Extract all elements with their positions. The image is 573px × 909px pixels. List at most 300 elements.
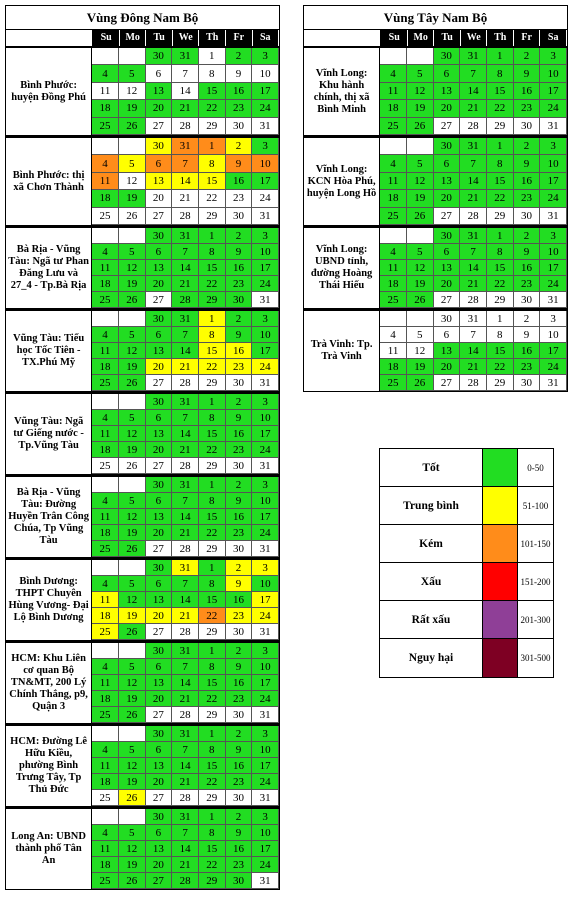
day-cell: 13 [434,173,461,190]
weekday-header [5,29,280,46]
calendar-grid [92,48,279,135]
day-cell: 20 [434,190,461,207]
day-cell: 4 [92,576,119,592]
calendar-week [380,155,567,172]
day-cell: 25 [92,118,119,135]
calendar-week [92,857,279,873]
day-cell [380,138,407,155]
day-cell: 17 [252,675,279,691]
station-row [5,724,280,807]
calendar-week [92,311,279,327]
day-cell: 24 [252,359,279,375]
day-cell: 15 [199,173,226,190]
day-cell: 31 [540,118,567,135]
day-cell: 20 [146,857,173,873]
calendar-grid [92,726,279,806]
day-cell: 6 [146,410,173,426]
day-cell: 23 [226,525,253,541]
day-cell: 17 [252,758,279,774]
calendar-week [92,560,279,576]
day-cell: 27 [146,790,173,806]
day-cell: 30 [434,138,461,155]
day-cell: 30 [514,375,541,391]
day-cell: 29 [199,375,226,391]
day-cell: 29 [199,707,226,723]
day-cell: 14 [172,83,199,100]
day-cell: 7 [172,244,199,260]
day-cell: 25 [92,292,119,308]
day-cell: 12 [119,841,146,857]
day-cell: 23 [514,100,541,117]
calendar-week [92,442,279,458]
day-cell: 29 [199,624,226,640]
day-cell: 26 [119,790,146,806]
calendar-grid [380,138,567,225]
weekday-label: Mo [408,30,435,46]
day-cell: 4 [92,244,119,260]
day-cell: 26 [119,292,146,308]
day-cell: 8 [199,825,226,841]
day-cell: 16 [514,260,541,276]
legend-range: 0-50 [527,462,544,473]
day-cell: 30 [226,375,253,391]
day-cell: 19 [407,359,434,375]
day-cell: 26 [119,624,146,640]
day-cell: 18 [380,190,407,207]
day-cell: 29 [199,541,226,557]
station-name: Vĩnh Long: UBND tỉnh, đường Hoàng Thái Hiếu [304,228,380,308]
calendar-week [380,311,567,327]
calendar-week [92,48,279,65]
day-cell: 31 [460,311,487,327]
day-cell: 30 [514,292,541,308]
day-cell: 3 [252,394,279,410]
calendar-week [92,244,279,260]
day-cell: 11 [92,758,119,774]
day-cell: 9 [226,742,253,758]
calendar-week [380,276,567,292]
day-cell: 3 [540,311,567,327]
day-cell: 4 [380,65,407,82]
day-cell: 8 [199,327,226,343]
day-cell: 24 [252,525,279,541]
day-cell: 22 [487,359,514,375]
day-cell: 28 [172,707,199,723]
day-cell: 3 [252,48,279,65]
day-cell: 30 [434,228,461,244]
day-cell: 19 [407,190,434,207]
weekday-label: Mo [120,30,147,46]
calendar-week [92,292,279,308]
calendar-week [92,576,279,592]
calendar-week [380,173,567,190]
station-row [303,136,568,226]
day-cell: 4 [92,742,119,758]
day-cell: 11 [92,675,119,691]
calendar-week [92,477,279,493]
day-cell: 10 [252,327,279,343]
day-cell: 25 [92,208,119,225]
day-cell: 1 [487,311,514,327]
day-cell: 16 [226,260,253,276]
calendar-week [92,643,279,659]
day-cell: 13 [434,260,461,276]
day-cell: 2 [514,48,541,65]
day-cell: 31 [540,375,567,391]
day-cell: 25 [92,873,119,889]
day-cell: 30 [434,48,461,65]
day-cell: 4 [92,410,119,426]
day-cell: 31 [460,48,487,65]
calendar-week [92,100,279,117]
day-cell: 19 [119,190,146,207]
day-cell [119,48,146,65]
day-cell: 11 [92,841,119,857]
day-cell: 21 [460,100,487,117]
day-cell: 1 [199,138,226,155]
day-cell [92,394,119,410]
day-cell: 12 [119,343,146,359]
day-cell: 8 [487,65,514,82]
day-cell [92,726,119,742]
day-cell: 13 [146,83,173,100]
weekday-header [303,29,568,46]
day-cell: 9 [226,825,253,841]
calendar-week [92,758,279,774]
day-cell: 29 [487,292,514,308]
day-cell: 1 [199,726,226,742]
day-cell: 30 [226,873,253,889]
day-cell [119,726,146,742]
day-cell: 24 [252,857,279,873]
day-cell: 31 [460,228,487,244]
day-cell: 26 [407,118,434,135]
day-cell: 12 [119,173,146,190]
day-cell: 15 [199,426,226,442]
day-cell [92,477,119,493]
day-cell: 21 [172,774,199,790]
day-cell: 21 [172,359,199,375]
day-cell: 16 [226,426,253,442]
day-cell: 7 [460,65,487,82]
day-cell: 7 [172,327,199,343]
day-cell: 14 [172,343,199,359]
day-cell: 6 [146,155,173,172]
day-cell: 16 [514,173,541,190]
day-cell: 9 [514,327,541,343]
legend-swatch [483,563,518,600]
day-cell: 25 [92,707,119,723]
day-cell: 16 [226,592,253,608]
day-cell: 1 [199,311,226,327]
day-cell: 16 [226,173,253,190]
day-cell: 23 [514,359,541,375]
day-cell: 31 [172,311,199,327]
day-cell: 8 [199,493,226,509]
calendar-week [92,809,279,825]
day-cell: 12 [119,509,146,525]
day-cell: 27 [146,292,173,308]
day-cell: 23 [226,608,253,624]
legend-swatch [483,449,518,486]
calendar-grid [92,643,279,723]
day-cell [119,809,146,825]
day-cell: 22 [199,691,226,707]
day-cell: 19 [119,608,146,624]
day-cell: 9 [226,659,253,675]
day-cell: 15 [199,509,226,525]
day-cell: 23 [226,442,253,458]
day-cell: 1 [487,48,514,65]
day-cell: 7 [172,410,199,426]
day-cell: 31 [172,48,199,65]
weekday-label: Tu [146,30,173,46]
day-cell: 23 [226,190,253,207]
calendar-week [380,244,567,260]
day-cell: 1 [199,48,226,65]
legend-label: Nguy hại [380,639,483,677]
station-name: Vũng Tàu: Ngã tư Giếng nước - Tp.Vũng Tàu [6,394,92,474]
day-cell: 22 [199,100,226,117]
day-cell: 16 [514,343,541,359]
day-cell: 14 [172,260,199,276]
day-cell: 27 [146,208,173,225]
day-cell: 19 [407,100,434,117]
day-cell: 4 [92,327,119,343]
day-cell: 3 [252,726,279,742]
calendar-week [92,343,279,359]
day-cell: 4 [92,155,119,172]
day-cell: 10 [252,576,279,592]
day-cell: 31 [172,228,199,244]
calendar-grid [380,228,567,308]
day-cell: 12 [407,83,434,100]
day-cell [119,477,146,493]
day-cell [119,394,146,410]
day-cell: 21 [172,442,199,458]
legend-swatch [483,487,518,524]
day-cell: 19 [119,359,146,375]
day-cell: 22 [199,276,226,292]
legend-label: Kém [380,525,483,562]
day-cell: 31 [172,726,199,742]
calendar-week [380,100,567,117]
day-cell: 21 [460,359,487,375]
day-cell [119,643,146,659]
day-cell: 22 [199,190,226,207]
header-blank [304,30,381,46]
day-cell: 13 [146,173,173,190]
day-cell: 30 [146,394,173,410]
day-cell: 30 [226,790,253,806]
day-cell [92,228,119,244]
day-cell: 24 [252,190,279,207]
day-cell: 21 [172,100,199,117]
day-cell: 6 [146,327,173,343]
station-name: Long An: UBND thành phố Tân An [6,809,92,889]
day-cell: 10 [540,155,567,172]
day-cell: 31 [172,809,199,825]
calendar-grid [92,394,279,474]
day-cell: 15 [487,83,514,100]
calendar-week [380,375,567,391]
day-cell: 27 [434,375,461,391]
day-cell: 3 [252,311,279,327]
day-cell: 28 [172,208,199,225]
day-cell: 1 [199,394,226,410]
day-cell [92,311,119,327]
day-cell: 28 [172,541,199,557]
day-cell: 8 [199,244,226,260]
day-cell: 5 [119,659,146,675]
day-cell: 27 [146,458,173,474]
calendar-week [92,410,279,426]
day-cell: 28 [172,624,199,640]
day-cell: 30 [226,458,253,474]
day-cell: 6 [146,493,173,509]
day-cell: 11 [92,260,119,276]
day-cell: 20 [146,359,173,375]
day-cell: 7 [460,327,487,343]
day-cell: 9 [514,155,541,172]
calendar-week [92,173,279,190]
day-cell: 28 [460,375,487,391]
day-cell: 10 [252,65,279,82]
calendar-week [92,509,279,525]
day-cell: 20 [146,442,173,458]
day-cell: 11 [92,592,119,608]
station-row [5,558,280,641]
station-name: Bình Phước: thị xã Chơn Thành [6,138,92,225]
calendar-grid [92,228,279,308]
day-cell: 12 [407,343,434,359]
weekday-label: Fr [226,30,253,46]
legend-range: 201-300 [520,614,551,625]
day-cell: 19 [119,100,146,117]
day-cell: 7 [172,493,199,509]
day-cell: 22 [199,359,226,375]
legend-label: Xấu [380,563,483,600]
day-cell: 25 [92,375,119,391]
day-cell: 7 [172,825,199,841]
day-cell: 1 [487,228,514,244]
calendar-week [380,48,567,65]
day-cell: 1 [199,643,226,659]
day-cell: 11 [92,173,119,190]
calendar-week [92,327,279,343]
legend-row [380,601,553,639]
calendar-week [380,138,567,155]
day-cell: 17 [540,343,567,359]
day-cell: 22 [199,525,226,541]
day-cell: 5 [119,742,146,758]
day-cell: 22 [199,774,226,790]
day-cell: 17 [252,83,279,100]
legend-row [380,563,553,601]
station-name: Vĩnh Long: Khu hành chính, thị xã Bình Minh [304,48,380,135]
day-cell: 27 [146,118,173,135]
legend-range: 151-200 [520,576,551,587]
day-cell: 11 [92,83,119,100]
day-cell: 21 [172,190,199,207]
day-cell [119,138,146,155]
legend-label: Trung bình [380,487,483,524]
legend-row [380,449,553,487]
day-cell: 13 [146,343,173,359]
day-cell: 26 [119,707,146,723]
day-cell: 23 [226,857,253,873]
day-cell: 2 [226,311,253,327]
day-cell: 18 [92,857,119,873]
day-cell: 27 [146,873,173,889]
day-cell: 2 [226,560,253,576]
day-cell: 25 [380,118,407,135]
day-cell: 26 [119,541,146,557]
day-cell: 10 [252,410,279,426]
legend-label: Rất xấu [380,601,483,638]
calendar-week [380,190,567,207]
day-cell: 30 [146,311,173,327]
station-name: HCM: Khu Liên cơ quan Bộ TN&MT, 200 Lý Chính Thắng, p9, Quận 3 [6,643,92,723]
day-cell: 17 [540,173,567,190]
day-cell: 9 [226,65,253,82]
station-row [5,641,280,724]
day-cell: 10 [252,155,279,172]
calendar-week [92,458,279,474]
day-cell: 14 [172,509,199,525]
day-cell: 7 [172,65,199,82]
day-cell: 7 [460,155,487,172]
day-cell: 8 [199,155,226,172]
day-cell: 11 [380,260,407,276]
day-cell: 16 [226,675,253,691]
day-cell: 11 [92,343,119,359]
day-cell: 24 [252,774,279,790]
day-cell [407,228,434,244]
day-cell: 27 [434,292,461,308]
day-cell: 24 [252,276,279,292]
day-cell: 21 [172,525,199,541]
day-cell: 26 [119,458,146,474]
day-cell: 17 [252,173,279,190]
day-cell [119,560,146,576]
day-cell: 20 [146,525,173,541]
day-cell: 29 [199,208,226,225]
day-cell [380,228,407,244]
day-cell: 19 [119,276,146,292]
day-cell: 18 [92,190,119,207]
day-cell: 22 [199,442,226,458]
weekday-label: Fr [514,30,541,46]
day-cell [407,48,434,65]
day-cell: 12 [407,260,434,276]
calendar-grid [92,809,279,889]
calendar-week [92,375,279,391]
calendar-week [380,208,567,225]
day-cell: 13 [146,841,173,857]
day-cell: 17 [540,260,567,276]
day-cell: 23 [226,100,253,117]
day-cell: 6 [146,825,173,841]
day-cell: 13 [146,509,173,525]
day-cell: 12 [119,675,146,691]
day-cell: 5 [119,493,146,509]
day-cell: 13 [146,592,173,608]
calendar-week [92,825,279,841]
station-name: Vũng Tàu: Tiểu học Tốc Tiên - TX.Phú Mỹ [6,311,92,391]
day-cell: 9 [514,244,541,260]
day-cell: 25 [92,790,119,806]
